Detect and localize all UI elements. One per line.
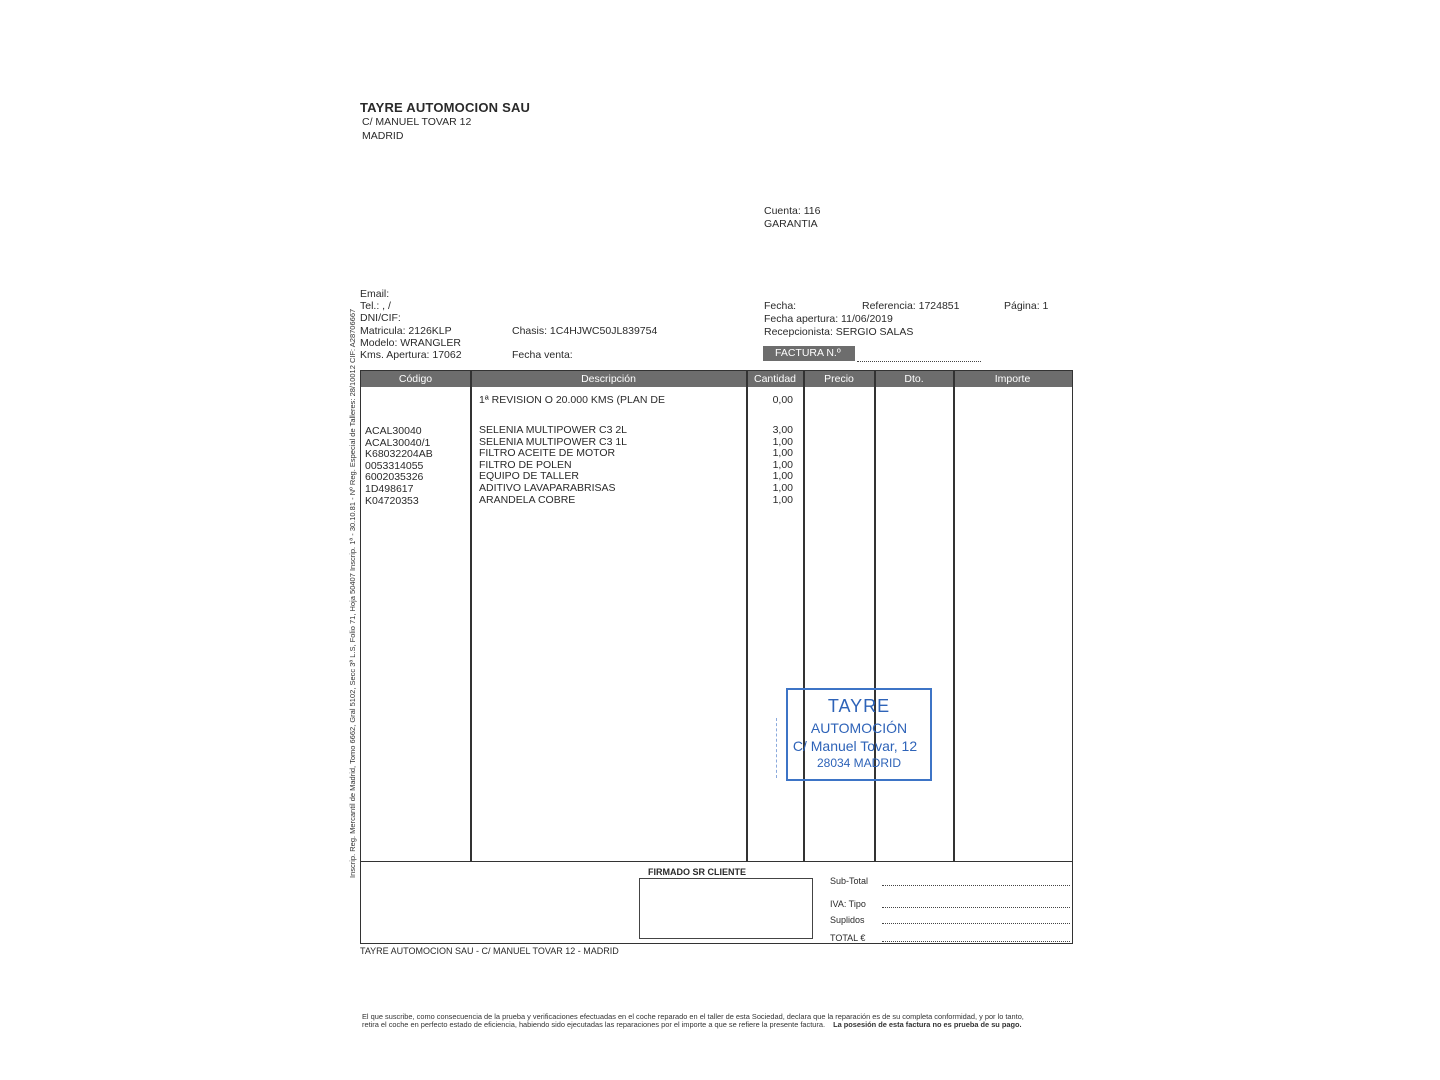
subtotal-label: Sub-Total xyxy=(830,876,869,886)
signature-box xyxy=(639,878,813,939)
header-precio: Precio xyxy=(824,373,854,385)
column-divider xyxy=(953,371,955,861)
header-importe: Importe xyxy=(994,373,1031,385)
customer-kms: Kms. Apertura: 17062 xyxy=(360,349,462,361)
plan-quantity: 0,00 xyxy=(772,394,793,406)
account-number: Cuenta: 116 xyxy=(764,205,821,217)
suplidos-line xyxy=(882,923,1070,924)
header-cantidad: Cantidad xyxy=(753,373,797,385)
column-divider xyxy=(803,371,805,861)
table-row-code: 6002035326 xyxy=(365,471,424,484)
customer-chasis: Chasis: 1C4HJWC50JL839754 xyxy=(512,325,658,337)
company-city: MADRID xyxy=(362,130,404,142)
customer-tel: Tel.: , / xyxy=(360,300,391,312)
codes-column xyxy=(365,426,433,507)
table-row-code: K04720353 xyxy=(365,494,419,507)
stamp-line-3: C/ Manuel Tovar, 12 xyxy=(792,738,918,754)
factura-number-line xyxy=(857,361,981,362)
legal-text-line-2 xyxy=(362,1020,1022,1029)
table-row-quantity: 1,00 xyxy=(772,481,793,494)
suplidos-label: Suplidos xyxy=(830,915,865,925)
signature-label: FIRMADO SR CLIENTE xyxy=(648,867,746,877)
table-row-description: SELENIA MULTIPOWER C3 1L xyxy=(479,435,628,448)
customer-modelo: Modelo: WRANGLER xyxy=(360,337,461,349)
table-row-code: ACAL30040/1 xyxy=(365,436,431,449)
column-divider xyxy=(746,371,748,861)
invoice-recepcionista: Recepcionista: SERGIO SALAS xyxy=(764,326,914,338)
table-row-description: ARANDELA COBRE xyxy=(479,493,576,506)
legal-text-payment-note: La posesión de esta factura no es prueba de su pago. xyxy=(833,1020,1022,1029)
table-row-code: 1D498617 xyxy=(365,482,414,495)
footer-address: TAYRE AUTOMOCION SAU - C/ MANUEL TOVAR 12 - MADRID xyxy=(360,946,619,956)
legal-text-line-1: El que suscribe, como consecuencia de la prueba y verificaciones efectuadas en el coche reparado en el taller de esta Sociedad, declara que la reparación es de su completa conformidad, y por lo tanto, xyxy=(362,1012,1024,1021)
table-row-code: ACAL30040 xyxy=(365,425,422,437)
invoice-fecha-apertura: Fecha apertura: 11/06/2019 xyxy=(764,313,893,325)
customer-fecha-venta: Fecha venta: xyxy=(512,349,573,361)
table-row-description: FILTRO DE POLEN xyxy=(479,458,572,471)
table-row-description: EQUIPO DE TALLER xyxy=(479,470,579,483)
table-row-description: FILTRO ACEITE DE MOTOR xyxy=(479,447,616,460)
legal-text-line-2a: retira el coche en perfecto estado de eficiencia, habiendo sido ejecutadas las reparaciones por el importe a que se refiere la presente factura. xyxy=(362,1020,826,1029)
line-items-table xyxy=(360,370,1073,862)
table-row-description: ADITIVO LAVAPARABRISAS xyxy=(479,481,616,494)
company-street: C/ MANUEL TOVAR 12 xyxy=(362,116,472,128)
column-divider xyxy=(470,371,472,861)
table-row-code: 0053314055 xyxy=(365,459,424,472)
factura-number-label: FACTURA N.º xyxy=(763,346,855,361)
plan-description: 1ª REVISION O 20.000 KMS (PLAN DE xyxy=(479,394,665,406)
table-header xyxy=(361,371,1072,387)
company-name: TAYRE AUTOMOCION SAU xyxy=(360,100,531,115)
stamp-line-1: TAYRE xyxy=(827,696,891,716)
table-row-code: K68032204AB xyxy=(365,448,433,461)
header-codigo: Código xyxy=(398,373,433,385)
total-line xyxy=(882,941,1070,942)
iva-line xyxy=(882,907,1070,908)
stamp-line-2: AUTOMOCIÓN xyxy=(810,720,908,736)
header-dto: Dto. xyxy=(904,373,924,385)
side-registry-text: Inscrip. Reg. Mercantil de Madrid, Tomo 6662, Gral 5102, Secc 3ª L.S, Folio 71, Hoja 50407 Inscrip. 1ª - 30.10.81 - Nº Reg. Especial de Talleres: 28/10012 CIF: A28706667 xyxy=(348,308,357,878)
subtotal-line xyxy=(882,885,1070,886)
header-descripcion: Descripción xyxy=(581,373,636,385)
table-row-quantity: 1,00 xyxy=(772,470,793,483)
table-row-quantity: 1,00 xyxy=(772,458,793,471)
quantities-column xyxy=(757,425,793,506)
account-type: GARANTIA xyxy=(764,218,818,230)
column-divider xyxy=(874,371,876,861)
invoice-referencia: Referencia: 1724851 xyxy=(862,300,960,312)
customer-email: Email: xyxy=(360,288,390,300)
iva-label: IVA: Tipo xyxy=(830,899,866,909)
table-row-description: SELENIA MULTIPOWER C3 2L xyxy=(479,424,628,436)
table-row-quantity: 1,00 xyxy=(772,493,793,506)
table-row-quantity: 1,00 xyxy=(772,435,793,448)
invoice-pagina: Página: 1 xyxy=(1004,300,1049,312)
table-row-quantity: 3,00 xyxy=(772,424,793,436)
customer-dni: DNI/CIF: xyxy=(360,312,401,324)
total-label: TOTAL € xyxy=(830,933,866,943)
descriptions-column xyxy=(479,425,627,506)
customer-matricula: Matricula: 2126KLP xyxy=(360,325,452,337)
stamp-line-4: 28034 MADRID xyxy=(816,756,902,770)
table-row-quantity: 1,00 xyxy=(772,447,793,460)
invoice-fecha: Fecha: xyxy=(764,300,797,312)
company-stamp xyxy=(786,688,932,781)
